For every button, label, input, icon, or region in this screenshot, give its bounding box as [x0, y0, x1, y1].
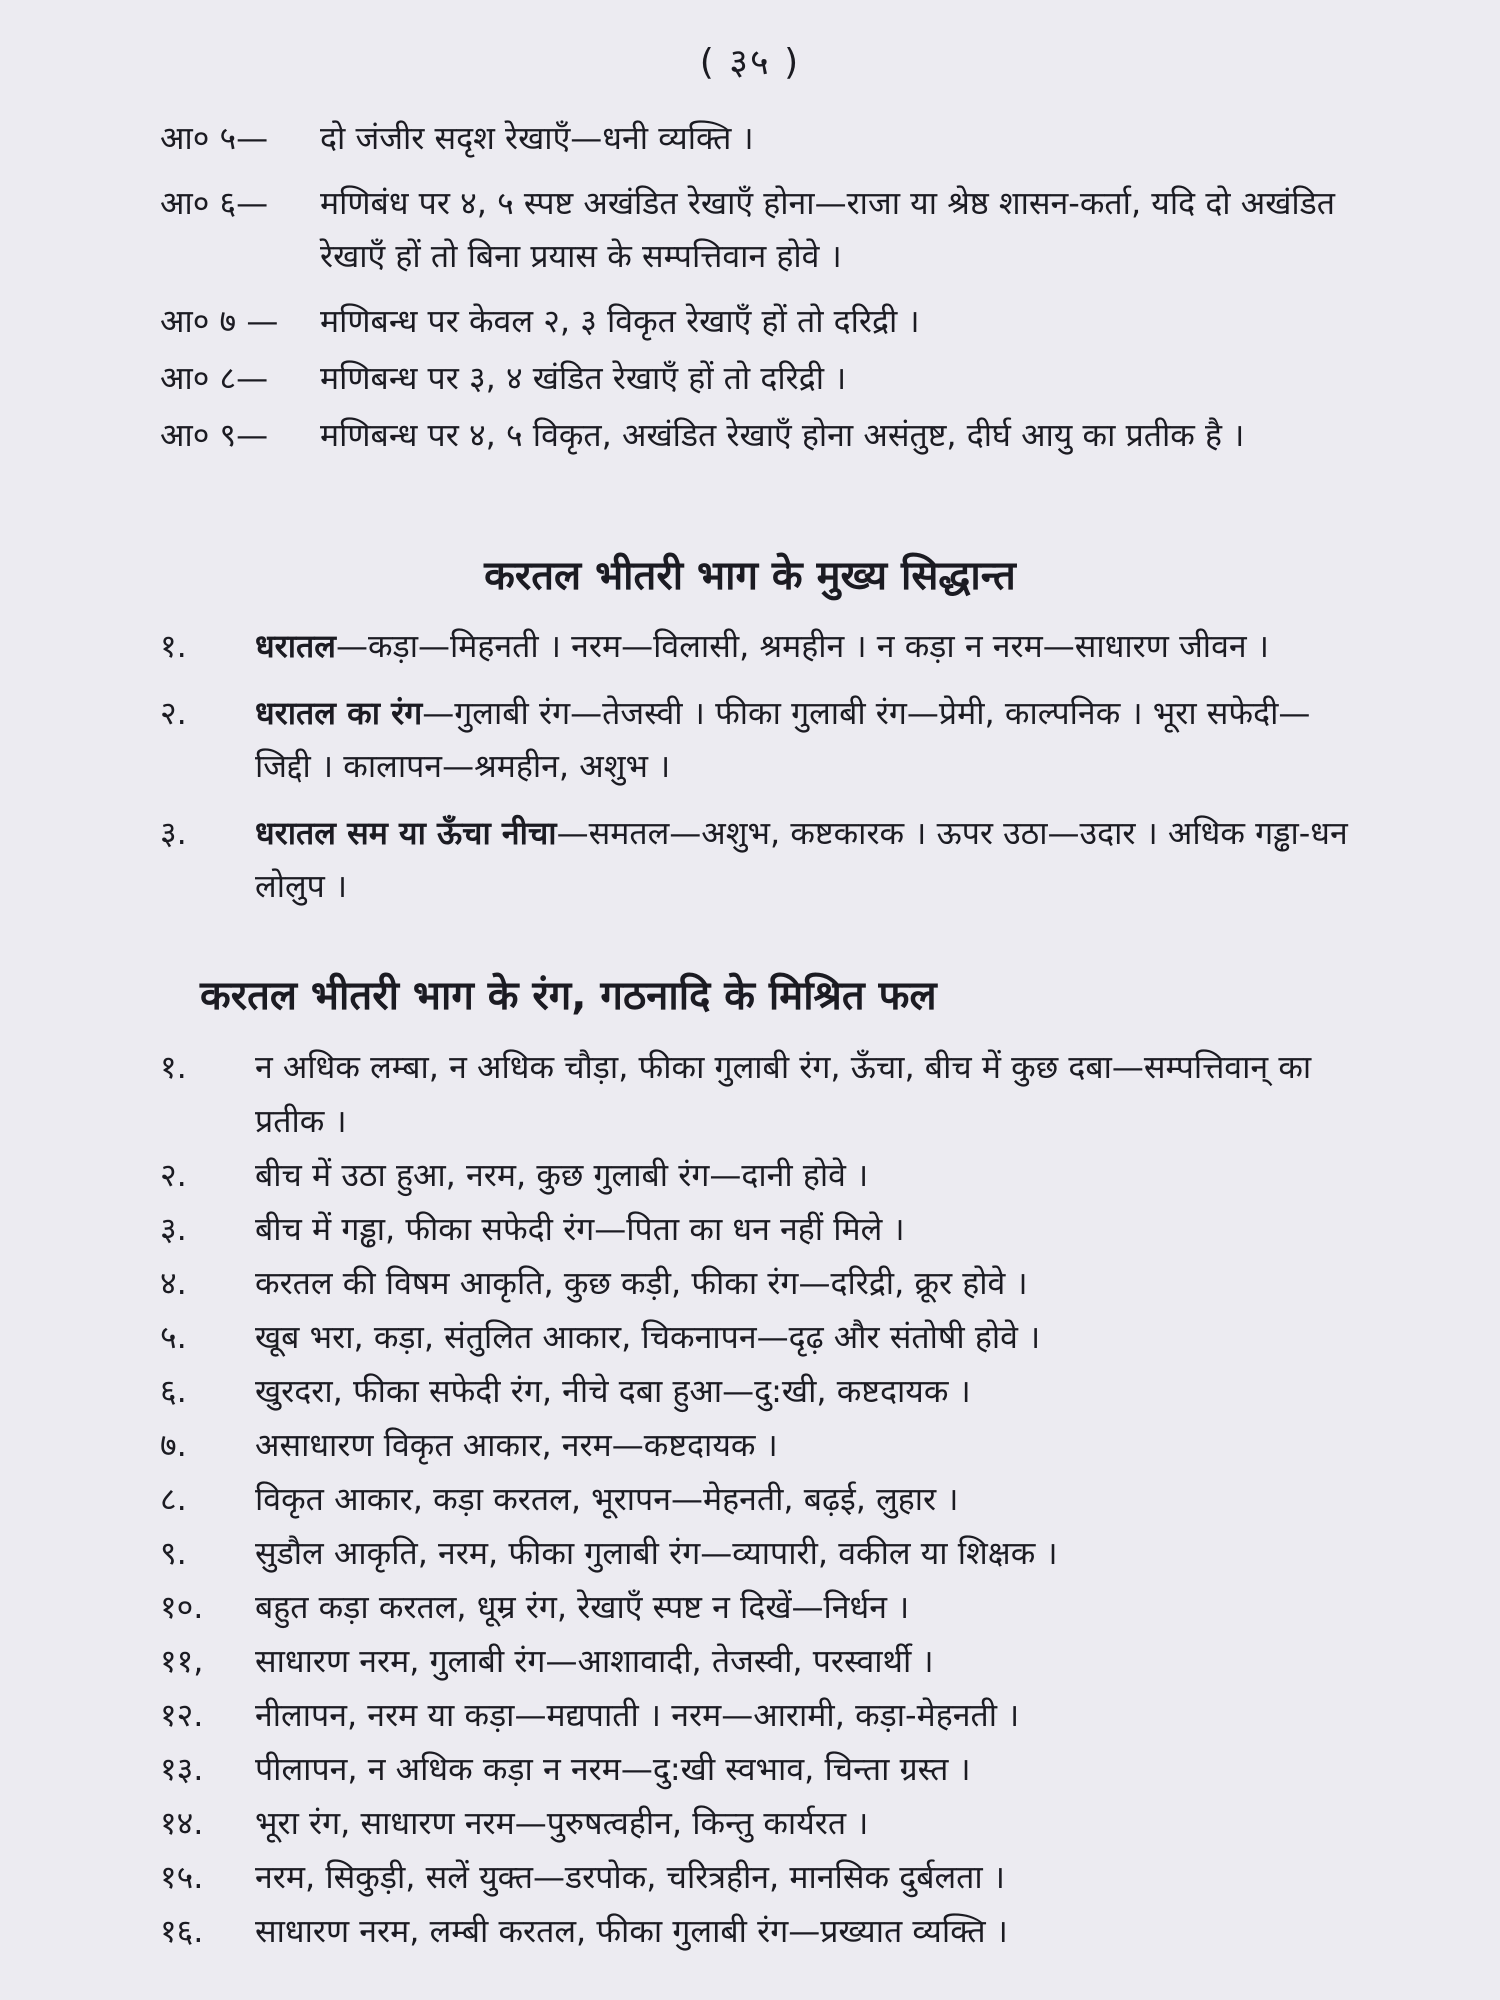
list-item	[160, 1796, 1360, 1850]
results-list	[160, 1040, 1360, 1958]
item-number: ३.	[160, 814, 187, 852]
item-text: बहुत कड़ा करतल, धूम्र रंग, रेखाएँ स्पष्ट न दिखें—निर्धन ।	[255, 1588, 910, 1626]
item-number: १३.	[160, 1750, 204, 1788]
rule-item	[160, 295, 1360, 348]
item-text: —गुलाबी रंग—तेजस्वी । फीका गुलाबी रंग—प्रेमी, काल्पनिक । भूरा सफेदी—जिद्दी । कालापन—श्रमहीन, अशुभ ।	[255, 694, 1311, 785]
item-text: बीच में उठा हुआ, नरम, कुछ गुलाबी रंग—दानी होवे ।	[255, 1156, 869, 1194]
list-item	[160, 1364, 1360, 1418]
section-heading-results: करतल भीतरी भाग के रंग, गठनादि के मिश्रित फल	[200, 973, 937, 1019]
rule-label: आ० ७ —	[160, 302, 279, 340]
list-item	[160, 1040, 1360, 1148]
list-item	[160, 1850, 1360, 1904]
section-heading-principles: करतल भीतरी भाग के मुख्य सिद्धान्त	[484, 553, 1016, 599]
item-number: १२.	[160, 1696, 204, 1734]
item-text: असाधारण विकृत आकार, नरम—कष्टदायक ।	[255, 1426, 778, 1464]
item-text: विकृत आकार, कड़ा करतल, भूरापन—मेहनती, बढ़ई, लुहार ।	[255, 1480, 959, 1518]
list-item	[160, 620, 1360, 673]
item-number: ११,	[160, 1642, 204, 1680]
item-number: १४.	[160, 1804, 204, 1842]
item-text: पीलापन, न अधिक कड़ा न नरम—दु:खी स्वभाव, चिन्ता ग्रस्त ।	[255, 1750, 971, 1788]
item-number: १५.	[160, 1858, 204, 1896]
list-item	[160, 1580, 1360, 1634]
item-text: बीच में गड्ढा, फीका सफेदी रंग—पिता का धन नहीं मिले ।	[255, 1210, 905, 1248]
item-term: धरातल का रंग	[255, 694, 423, 732]
list-item	[160, 1148, 1360, 1202]
list-item	[160, 1310, 1360, 1364]
item-text: सुडौल आकृति, नरम, फीका गुलाबी रंग—व्यापारी, वकील या शिक्षक ।	[255, 1534, 1058, 1572]
rule-label: आ० ५—	[160, 119, 269, 157]
item-term: धरातल	[255, 627, 336, 665]
item-text: भूरा रंग, साधारण नरम—पुरुषत्वहीन, किन्तु कार्यरत ।	[255, 1804, 869, 1842]
page-number: ( ३५ )	[699, 42, 801, 83]
item-term: धरातल सम या ऊँचा नीचा	[255, 814, 557, 852]
item-text: खूब भरा, कड़ा, संतुलित आकार, चिकनापन—दृढ़ और संतोषी होवे ।	[255, 1318, 1041, 1356]
rule-text: दो जंजीर सदृश रेखाएँ—धनी व्यक्ति ।	[320, 119, 754, 157]
rule-item	[160, 409, 1360, 462]
list-item	[160, 1418, 1360, 1472]
rule-item	[160, 112, 1360, 165]
list-item	[160, 1634, 1360, 1688]
item-text: करतल की विषम आकृति, कुछ कड़ी, फीका रंग—दरिद्री, क्रूर होवे ।	[255, 1264, 1028, 1302]
item-text: साधारण नरम, लम्बी करतल, फीका गुलाबी रंग—प्रख्यात व्यक्ति ।	[255, 1912, 1008, 1950]
item-text: —कड़ा—मिहनती । नरम—विलासी, श्रमहीन । न कड़ा न नरम—साधारण जीवन ।	[336, 627, 1269, 665]
item-number: २.	[160, 694, 187, 732]
item-number: २.	[160, 1156, 187, 1194]
item-number: १.	[160, 1048, 187, 1086]
item-number: १.	[160, 627, 187, 665]
item-text: नरम, सिकुड़ी, सलें युक्त—डरपोक, चरित्रहीन, मानसिक दुर्बलता ।	[255, 1858, 1006, 1896]
list-item	[160, 1526, 1360, 1580]
rule-label: आ० ८—	[160, 359, 269, 397]
list-item	[160, 1256, 1360, 1310]
item-text: —समतल—अशुभ, कष्टकारक । ऊपर उठा—उदार । अधिक गड्ढा-धन लोलुप ।	[255, 814, 1348, 905]
rule-text: मणिबन्ध पर ४, ५ विकृत, अखंडित रेखाएँ होना असंतुष्ट, दीर्घ आयु का प्रतीक है ।	[320, 416, 1245, 454]
principles-list	[160, 620, 1360, 913]
list-item	[160, 1202, 1360, 1256]
item-text: खुरदरा, फीका सफेदी रंग, नीचे दबा हुआ—दु:खी, कष्टदायक ।	[255, 1372, 971, 1410]
list-item	[160, 1904, 1360, 1958]
item-number: ५.	[160, 1318, 187, 1356]
rules-list	[160, 112, 1360, 462]
item-number: ९.	[160, 1534, 187, 1572]
rule-text: मणिबन्ध पर केवल २, ३ विकृत रेखाएँ हों तो दरिद्री ।	[320, 302, 920, 340]
rule-item	[160, 352, 1360, 405]
item-number: ३.	[160, 1210, 187, 1248]
item-number: १०.	[160, 1588, 204, 1626]
item-number: ६.	[160, 1372, 187, 1410]
rule-text: मणिबन्ध पर ३, ४ खंडित रेखाएँ हों तो दरिद्री ।	[320, 359, 847, 397]
item-number: ८.	[160, 1480, 187, 1518]
list-item	[160, 1472, 1360, 1526]
item-text: नीलापन, नरम या कड़ा—मद्यपाती । नरम—आरामी, कड़ा-मेहनती ।	[255, 1696, 1020, 1734]
rule-item	[160, 177, 1360, 283]
item-number: ४.	[160, 1264, 187, 1302]
rule-label: आ० ६—	[160, 184, 269, 222]
list-item	[160, 807, 1360, 913]
list-item	[160, 1742, 1360, 1796]
item-number: ७.	[160, 1426, 187, 1464]
item-text: न अधिक लम्बा, न अधिक चौड़ा, फीका गुलाबी रंग, ऊँचा, बीच में कुछ दबा—सम्पत्तिवान् का प्रतीक ।	[255, 1048, 1312, 1140]
list-item	[160, 1688, 1360, 1742]
list-item	[160, 687, 1360, 793]
item-text: साधारण नरम, गुलाबी रंग—आशावादी, तेजस्वी, परस्वार्थी ।	[255, 1642, 934, 1680]
rule-text: मणिबंध पर ४, ५ स्पष्ट अखंडित रेखाएँ होना—राजा या श्रेष्ठ शासन-कर्ता, यदि दो अखंडित रेखाएँ हों तो बिना प्रयास के सम्पत्तिवान होवे ।	[320, 184, 1336, 275]
rule-label: आ० ९—	[160, 416, 269, 454]
item-number: १६.	[160, 1912, 204, 1950]
